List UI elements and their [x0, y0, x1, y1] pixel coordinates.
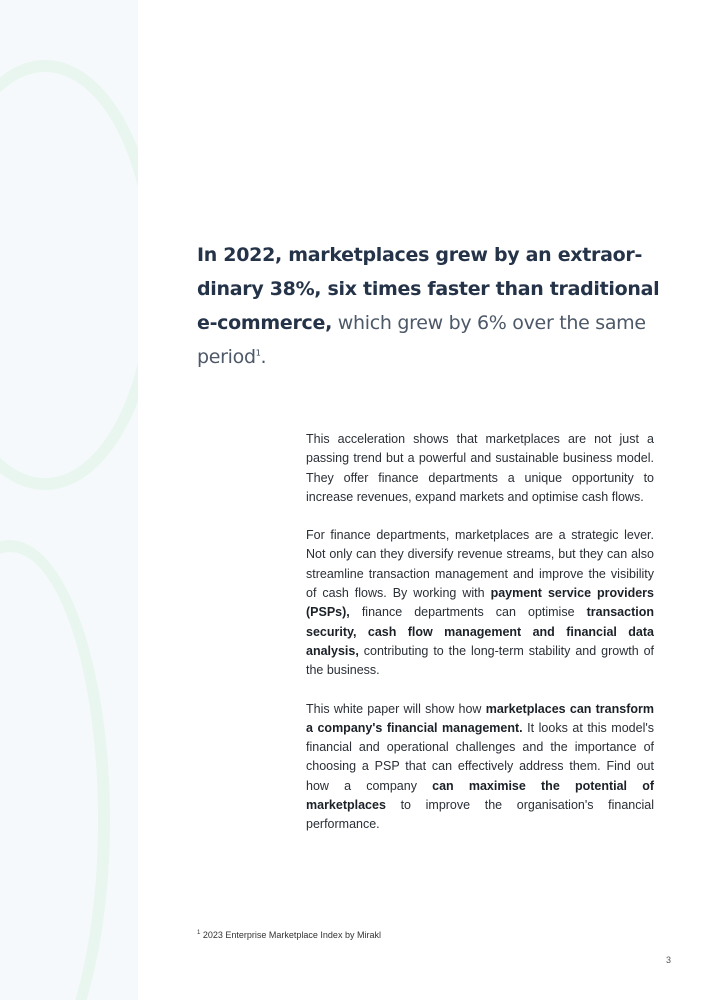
headline-quote	[197, 238, 667, 374]
footnote-text: 2023 Enterprise Marketplace Index by Mirakl	[202, 930, 381, 940]
headline-bold-text: In 2022, marketplaces grew by an extraor-dinary 38%, six times faster than traditional e-commerce,	[197, 244, 660, 334]
paragraph	[306, 700, 654, 835]
decorative-ring-shape	[0, 540, 110, 1000]
headline-regular-text: which grew by 6% over the same period	[197, 312, 646, 368]
paragraph-text: This acceleration shows that marketplaces are not just a passing trend but a powerful and sustainable business model. They offer finance departments a unique opportunity to increase revenues, expand markets and optimise cash flows.	[306, 432, 654, 504]
decorative-side-band	[0, 0, 138, 1000]
page-number: 3	[665, 955, 671, 965]
paragraph	[306, 526, 654, 680]
paragraph	[306, 430, 654, 507]
paragraph-text: finance departments can optimise	[349, 605, 587, 620]
body-text	[306, 430, 654, 854]
footnote	[197, 930, 381, 940]
decorative-ring-shape	[0, 60, 138, 490]
emphasized-text: can maximise the potential of marketplaces	[306, 778, 654, 813]
emphasized-text: transaction security, cash flow management and financial data analysis,	[306, 605, 654, 658]
paragraph-text: This white paper will show how	[306, 701, 486, 716]
headline-footnote-ref: 1	[255, 348, 261, 358]
paragraph-text: to improve the organisation's financial performance.	[306, 798, 654, 832]
emphasized-text: marketplaces can transform a company's financial management.	[306, 701, 654, 735]
paragraph-text: It looks at this model's financial and operational challenges and the importance of choosing a PSP that can effectively address them. Find out how a company	[306, 720, 654, 793]
paragraph-text: contributing to the long-term stability and growth of the business.	[306, 643, 654, 678]
footnote-number: 1	[197, 930, 201, 936]
headline-period: .	[260, 346, 267, 368]
emphasized-text: payment service providers (PSPs),	[306, 586, 654, 620]
paragraph-text: For finance departments, marketplaces are a strategic lever. Not only can they diversify revenue streams, but they can also streamline transaction management and improve the visibility of cash flows. By working with	[306, 528, 654, 601]
